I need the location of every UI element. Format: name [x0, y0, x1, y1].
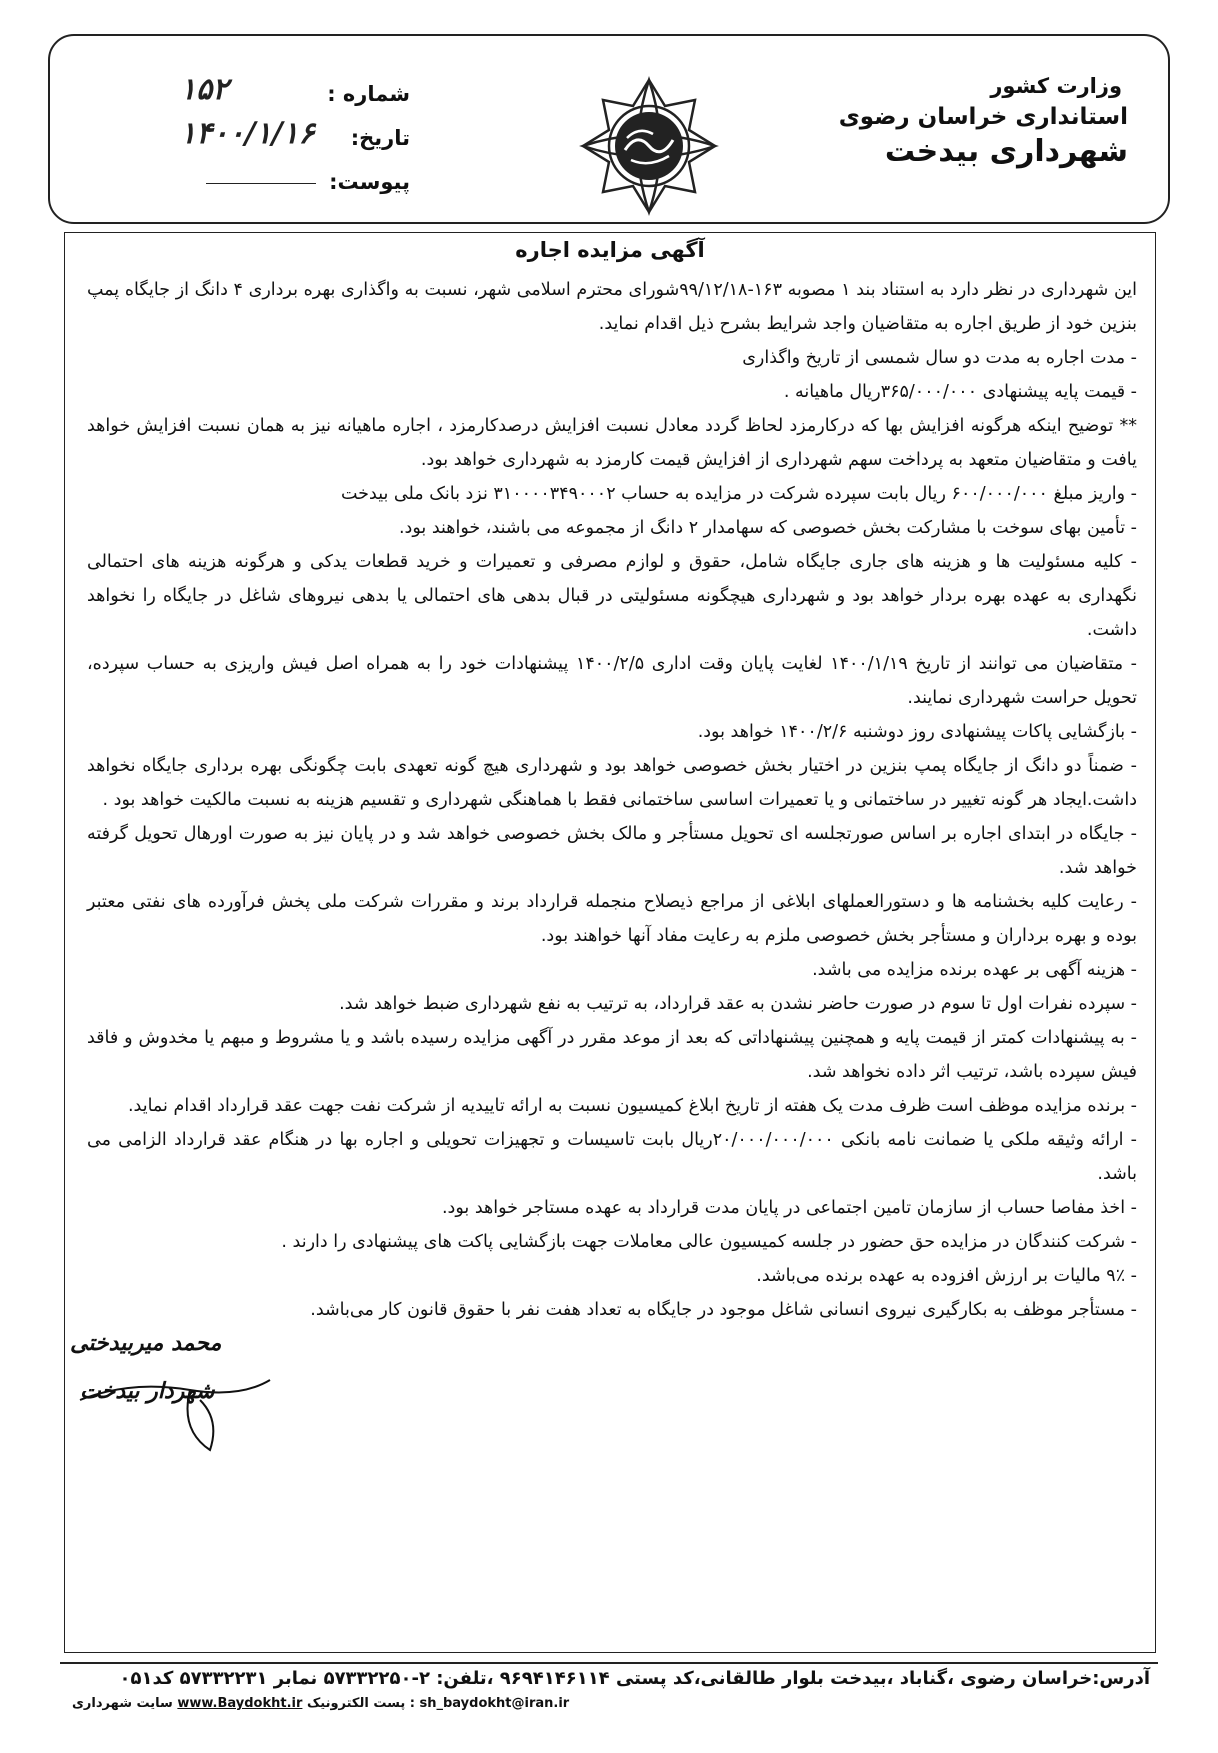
list-item: ** توضیح اینکه هرگونه افزایش بها که درکارمزد لحاظ گردد معادل نسبت افزایش درصدکارمزد ، اجاره ماهیانه نیز به همان نسبت افزایش خواهد یافت و متقاضیان متعهد به پرداخت سهم شهرداری از افزایش قیمت کارمزد به شهرداری خواهد بود.: [87, 416, 1137, 470]
signatory-name: محمد میربیدختی: [70, 1330, 222, 1356]
list-item: - برنده مزایده موظف است ظرف مدت یک هفته از تاریخ ابلاغ کمیسیون نسبت به ارائه تاییدیه از شرکت نفت جهت عقد قرارداد اقدام نماید.: [127, 1096, 1137, 1116]
footer-address: آدرس:خراسان رضوی ،گناباد ،بیدخت بلوار طالقانی،کد پستی ۹۶۹۴۱۴۶۱۱۴ ،تلفن: ۲-۵۷۳۳۲۲۵۰ نمابر ۵۷۳۳۲۲۳۱ کد۰۵۱: [119, 1668, 1150, 1689]
list-item: - کلیه مسئولیت ها و هزینه های جاری جایگاه شامل، حقوق و لوازم مصرفی و تعمیرات و خرید قطعات یدکی و هرگونه هزینه های احتمالی نگهداری به عهده بهره بردار خواهد بود و شهرداری هیچگونه مسئولیتی در قبال بدهی های احتمالی یا بدهی نیروهای شاغل در جایگاه را نخواهد داشت.: [87, 552, 1137, 640]
date-label: تاریخ:: [350, 126, 410, 150]
list-item: - هزینه آگهی بر عهده برنده مزایده می باشد.: [812, 960, 1137, 980]
list-item: - مدت اجاره به مدت دو سال شمسی از تاریخ واگذاری: [742, 348, 1137, 368]
municipality-name: شهرداری بیدخت: [884, 134, 1128, 169]
letter-number-row: [170, 72, 410, 116]
date-value: ۱۴۰۰/۱/۱۶: [180, 116, 315, 151]
footer: [48, 1662, 1170, 1722]
list-item: - ضمناً دو دانگ از جایگاه پمپ بنزین در اختیار بخش خصوصی خواهد بود و شهرداری هیچ گونه تعهدی بابت چگونگی بهره برداری جایگاه نخواهد داشت.ایجاد هر گونه تغییر در ساختمانی و یا تعمیرات اساسی ساختمانی فقط با هماهنگی شهرداری و تقسیم هزینه به نسبت مالکیت خواهد بود .: [87, 756, 1137, 810]
attachment-row: [170, 160, 410, 204]
number-label: شماره :: [327, 82, 410, 106]
letterhead-frame: [48, 34, 1170, 224]
list-item: - جایگاه در ابتدای اجاره بر اساس صورتجلسه ای تحویل مستأجر و مالک بخش خصوصی خواهد شد و در پایان نیز به صورت اورهال تحویل گرفته خواهد شد.: [87, 824, 1137, 878]
letter-meta: [170, 72, 410, 204]
number-value: ۱۵۲: [180, 72, 229, 107]
attachment-blank: [206, 183, 316, 184]
list-item: - رعایت کلیه بخشنامه ها و دستورالعملهای ابلاغی از مراجع ذیصلاح منجمله قرارداد برند و مقررات شرکت ملی پخش فرآورده های نفتی معتبر بوده و بهره برداران و مستأجر بخش خصوصی ملزم به رعایت مفاد آنها خواهند بود.: [87, 892, 1137, 946]
ministry-name: وزارت کشور: [990, 74, 1122, 98]
email-label: پست الکترونیک: [306, 1696, 406, 1711]
list-item: - مستأجر موظف به بکارگیری نیروی انسانی شاغل موجود در جایگاه به تعداد هفت نفر با حقوق قانون کار می‌باشد.: [310, 1300, 1137, 1320]
list-item: - ۹٪ مالیات بر ارزش افزوده به عهده برنده می‌باشد.: [756, 1266, 1137, 1286]
notice-content: [87, 273, 1137, 1327]
notice-title: آگهی مزایده اجاره: [515, 238, 705, 262]
list-item: - به پیشنهادات کمتر از قیمت پایه و همچنین پیشنهاداتی که بعد از موعد مقرر در آگهی مزایده رسیده باشد و یا مشروط و مبهم یا مخدوش و فاقد فیش سپرده باشد، ترتیب اثر داده نخواهد شد.: [87, 1028, 1137, 1082]
list-item: - قیمت پایه پیشنهادی ۳۶۵/۰۰۰/۰۰۰ریال ماهیانه .: [783, 382, 1137, 402]
footer-contact: [72, 1696, 569, 1711]
list-item: - واریز مبلغ ۶۰۰/۰۰۰/۰۰۰ ریال بابت سپرده شرکت در مزایده به حساب ۳۱۰۰۰۰۳۴۹۰۰۰۲ نزد بانک ملی بیدخت: [341, 484, 1137, 504]
signatory-title: شهردار بیدخت: [80, 1378, 215, 1404]
letter-date-row: [170, 116, 410, 160]
organization-block: [839, 74, 1128, 169]
handwritten-signature: [70, 1360, 290, 1460]
attachment-label: پیوست:: [329, 170, 410, 194]
municipality-emblem-icon: [579, 76, 719, 216]
list-item: - شرکت کنندگان در مزایده حق حضور در جلسه کمیسیون عالی معاملات جهت بازگشایی پاکت های پیشنهادی را دارند .: [281, 1232, 1137, 1252]
list-item: - تأمین بهای سوخت با مشارکت بخش خصوصی که سهامدار ۲ دانگ از مجموعه می باشند، خواهند بود.: [398, 518, 1137, 538]
list-item: - ارائه وثیقه ملکی یا ضمانت نامه بانکی ۲۰/۰۰۰/۰۰۰/۰۰۰ریال بابت تاسیسات و تجهیزات تحویلی و اجاره بها در هنگام عقد قرارداد الزامی می باشد.: [87, 1130, 1137, 1184]
list-item: - اخذ مفاصا حساب از سازمان تامین اجتماعی در پایان مدت قرارداد به عهده مستاجر خواهد بود.: [441, 1198, 1137, 1218]
email-value[interactable]: sh_baydokht@iran.ir :: [409, 1696, 570, 1711]
governorate-name: استانداری خراسان رضوی: [838, 104, 1128, 130]
website-link[interactable]: www.Baydokht.ir: [177, 1696, 303, 1711]
notice-intro: این شهرداری در نظر دارد به استناد بند ۱ مصوبه ۱۶۳-۹۹/۱۲/۱۸شورای محترم اسلامی شهر، نسبت به واگذاری بهره برداری ۴ دانگ از جایگاه پمپ بنزین خود از طریق اجاره به متقاضیان واجد شرایط بشرح ذیل اقدام نماید.: [87, 280, 1137, 334]
website-label: سایت شهرداری: [72, 1696, 173, 1711]
list-item: - متقاضیان می توانند از تاریخ ۱۴۰۰/۱/۱۹ لغایت پایان وقت اداری ۱۴۰۰/۲/۵ پیشنهادات خود را به همراه اصل فیش واریزی به حساب سپرده، تحویل حراست شهرداری نمایند.: [87, 654, 1138, 708]
list-item: - بازگشایی پاکات پیشنهادی روز دوشنبه ۱۴۰۰/۲/۶ خواهد بود.: [697, 722, 1137, 742]
footer-divider: [60, 1662, 1158, 1664]
list-item: - سپرده نفرات اول تا سوم در صورت حاضر نشدن به عقد قرارداد، به ترتیب به نفع شهرداری ضبط خواهد شد.: [339, 994, 1137, 1014]
